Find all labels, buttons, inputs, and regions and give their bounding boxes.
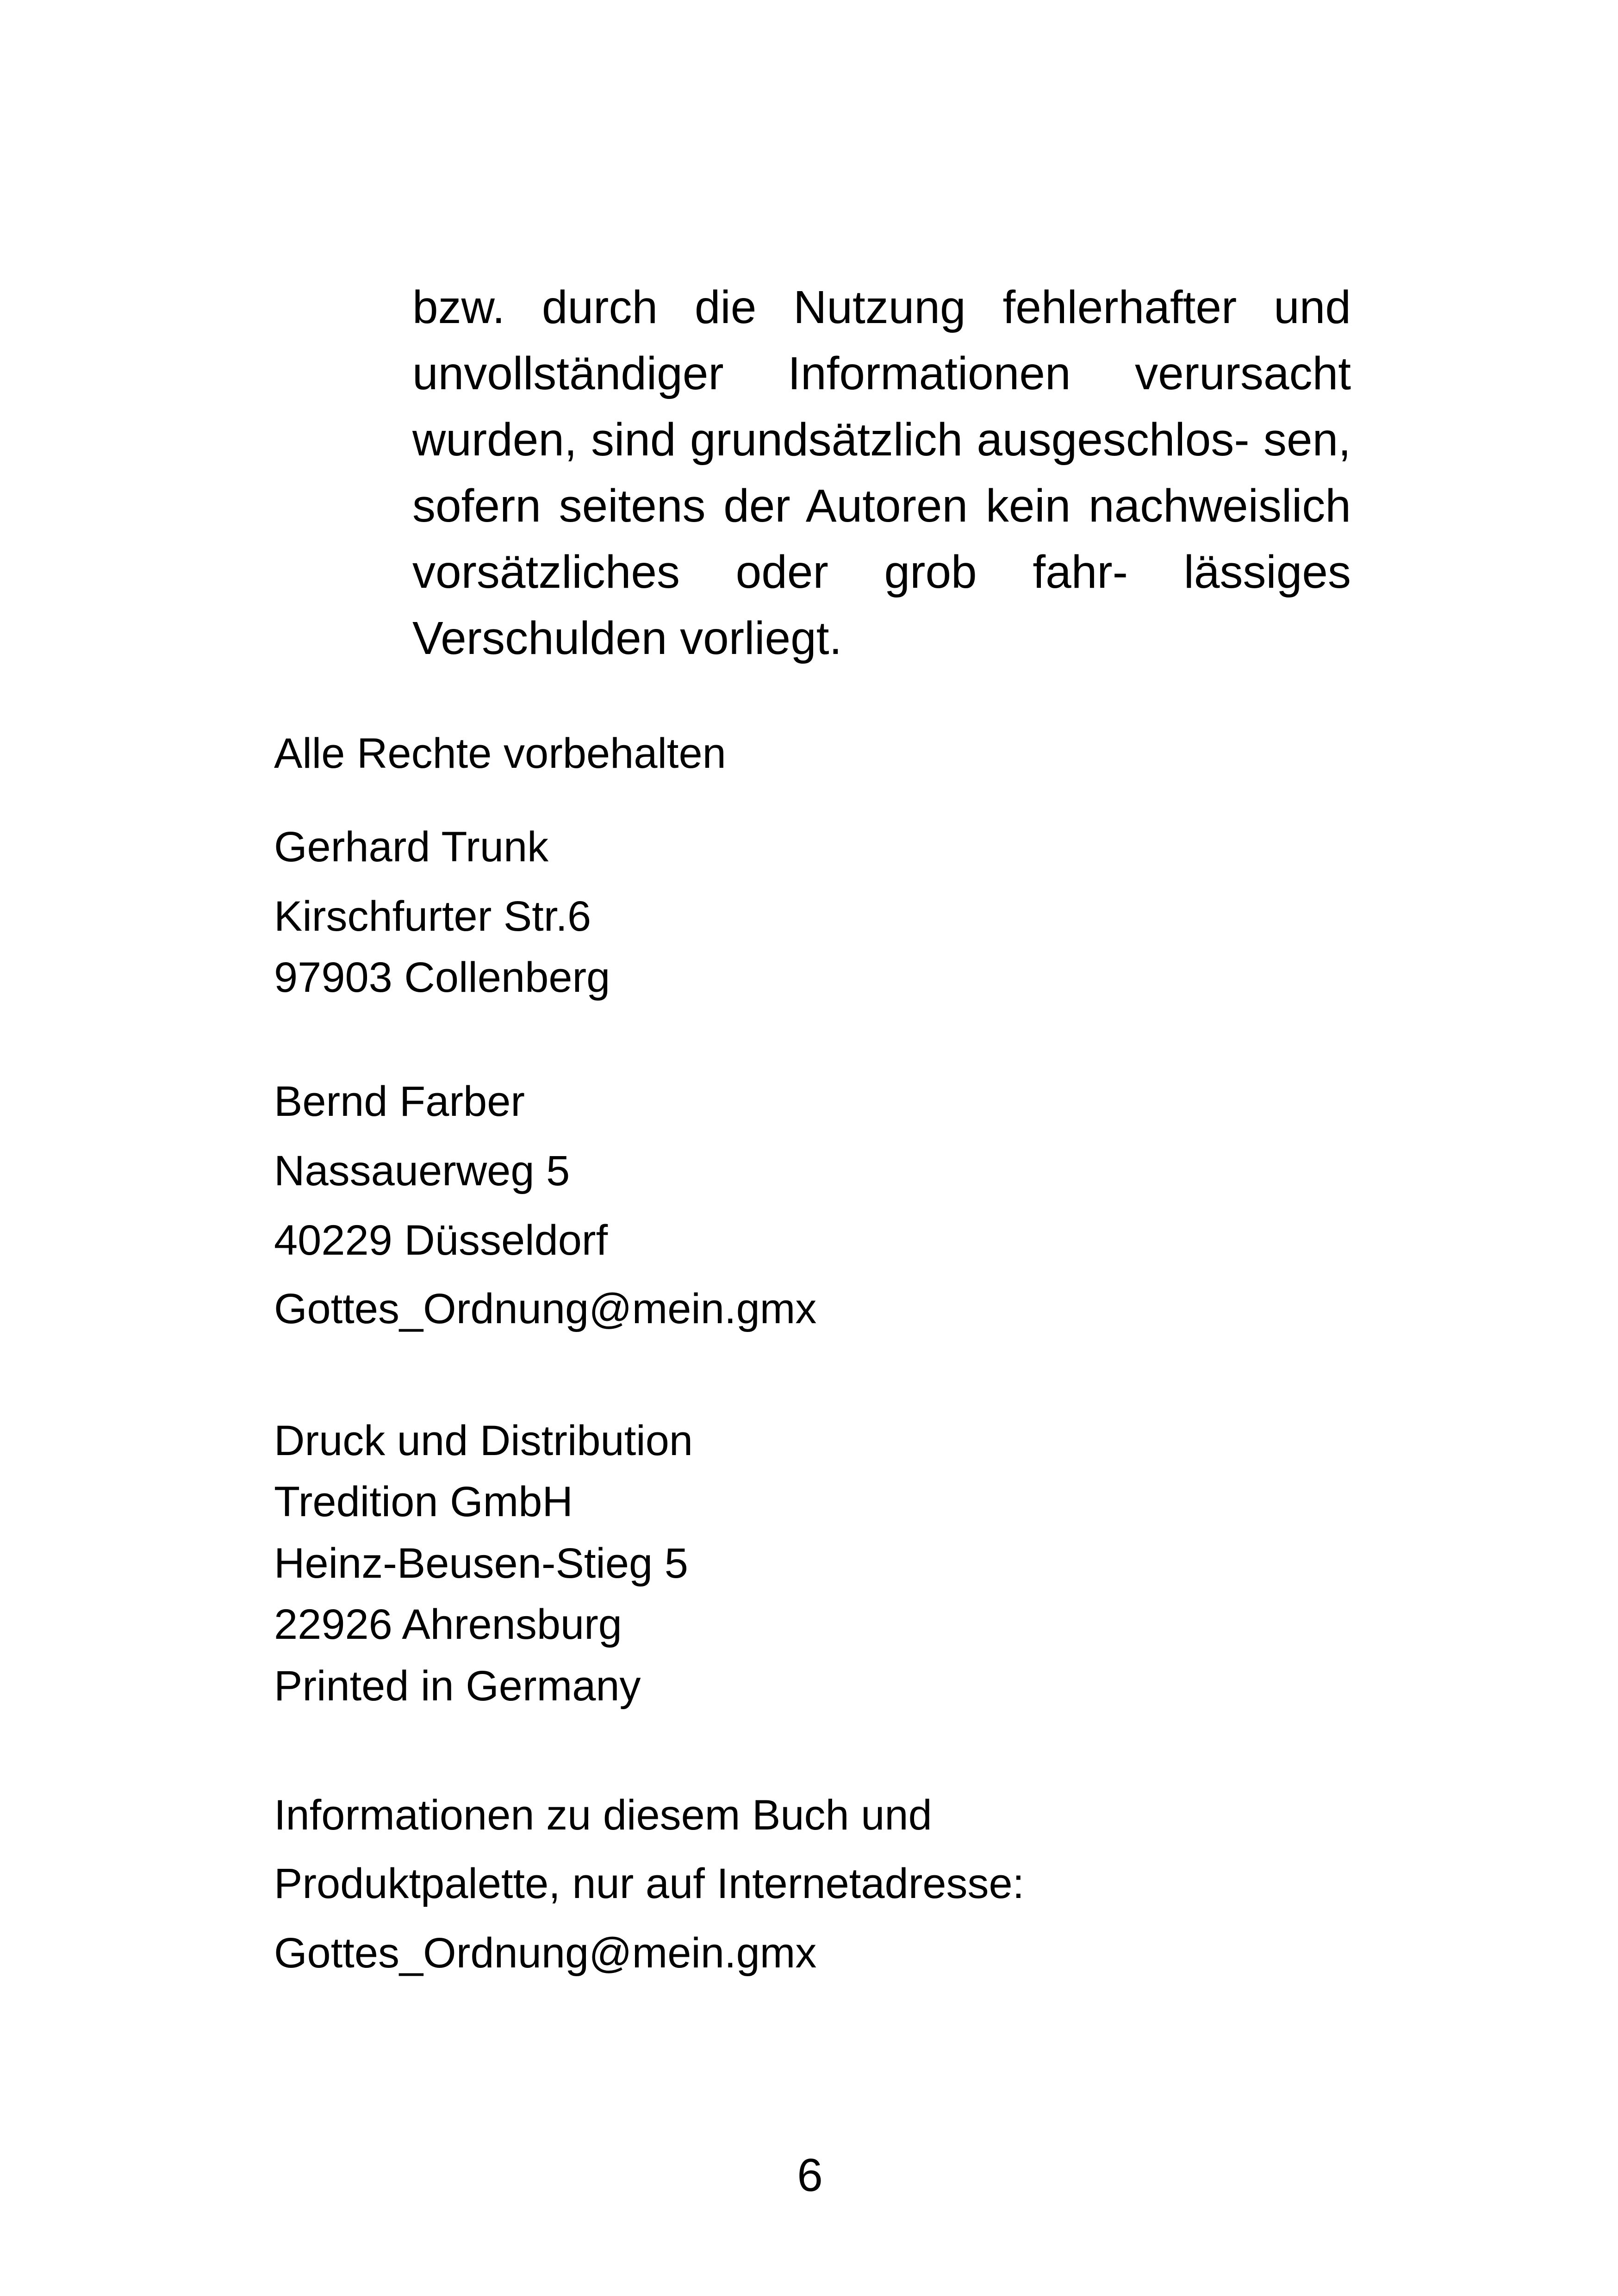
info-line-1: Informationen zu diesem Buch und	[274, 1792, 932, 1839]
author2-street: Nassauerweg 5	[274, 1147, 570, 1195]
author1-city: 97903 Collenberg	[274, 954, 610, 1001]
disclaimer-line: lässiges Verschulden vorliegt.	[412, 546, 1351, 664]
page-number: 6	[797, 2149, 823, 2201]
info-address: Gottes_Ordnung@mein.gmx	[274, 1929, 817, 1977]
author2-email: Gottes_Ordnung@mein.gmx	[274, 1285, 817, 1332]
printer-country: Printed in Germany	[274, 1662, 641, 1710]
info-line-2: Produktpalette, nur auf Internetadresse:	[274, 1860, 1025, 1907]
disclaimer-line: nachweislich vorsätzliches oder grob fahr-	[412, 480, 1351, 598]
disclaimer-paragraph	[412, 274, 1351, 672]
disclaimer-line: sen, sofern seitens der Autoren kein	[412, 414, 1351, 532]
author2-name: Bernd Farber	[274, 1078, 525, 1125]
printer-company: Tredition GmbH	[274, 1478, 573, 1525]
author1-name: Gerhard Trunk	[274, 823, 549, 871]
disclaimer-line: unvollständiger Informationen verursacht	[412, 348, 1351, 399]
printer-city: 22926 Ahrensburg	[274, 1601, 622, 1648]
disclaimer-line: wurden, sind grundsätzlich ausgeschlos-	[412, 414, 1250, 466]
printer-street: Heinz-Beusen-Stieg 5	[274, 1540, 688, 1587]
disclaimer-line: bzw. durch die Nutzung fehlerhafter und	[412, 281, 1351, 333]
author2-city: 40229 Düsseldorf	[274, 1217, 608, 1264]
rights-reserved: Alle Rechte vorbehalten	[274, 730, 726, 777]
printer-heading: Druck und Distribution	[274, 1417, 693, 1464]
author1-street: Kirschfurter Str.6	[274, 893, 591, 940]
